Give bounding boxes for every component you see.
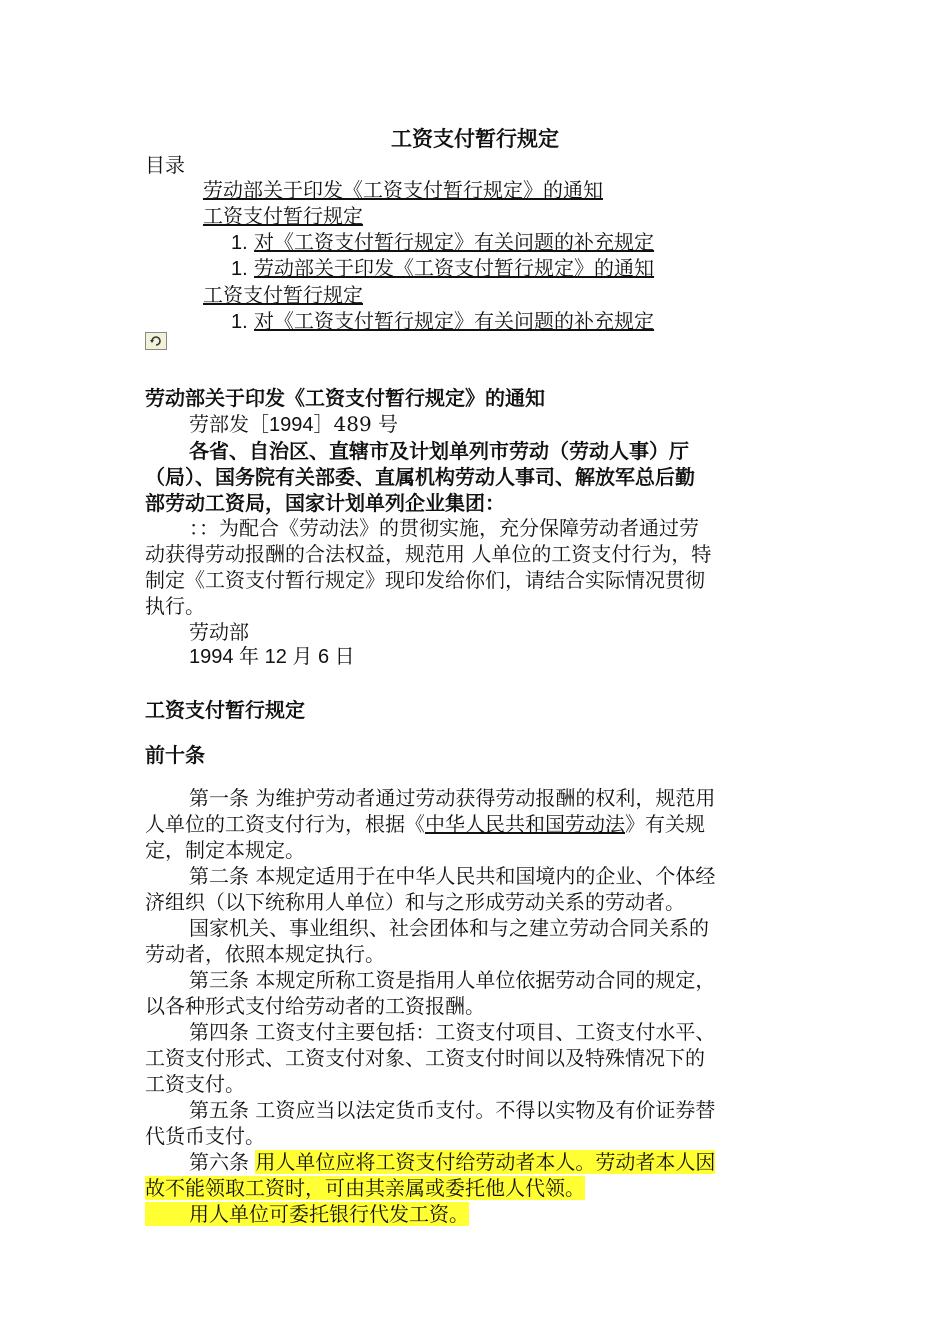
toc-link[interactable]: 对《工资支付暂行规定》有关问题的补充规定 — [254, 230, 655, 254]
refresh-icon — [149, 334, 163, 348]
doc-number-suffix: ］489 号 — [313, 412, 399, 436]
doc-number-prefix: 劳部发［ — [189, 412, 269, 436]
notice-body: 动获得劳动报酬的合法权益，规范用 人单位的工资支付行为，特 — [145, 542, 712, 566]
article-2-paragraph: 国家机关、事业组织、社会团体和与之建立劳动合同关系的 — [189, 916, 709, 940]
refresh-field-icon[interactable] — [145, 332, 167, 350]
notice-addressee: 部劳动工资局，国家计划单列企业集团： — [145, 491, 505, 515]
toc-number: 1. — [231, 311, 248, 333]
toc-item[interactable] — [203, 282, 363, 308]
toc-item[interactable] — [231, 229, 654, 256]
notice-body: 执行。 — [145, 594, 205, 618]
article-4: 第四条 工资支付主要包括：工资支付项目、工资支付水平、 — [189, 1020, 716, 1044]
notice-addressee: 各省、自治区、直辖市及计划单列市劳动（劳动人事）厅 — [189, 439, 689, 463]
article-2-paragraph: 劳动者，依照本规定执行。 — [145, 942, 385, 966]
section-heading: 前十条 — [145, 743, 205, 767]
doc-number-year: 1994 — [269, 414, 314, 436]
article-5: 代货币支付。 — [145, 1124, 265, 1148]
article-3: 第三条 本规定所称工资是指用人单位依据劳动合同的规定， — [189, 968, 716, 992]
toc-item[interactable] — [231, 255, 654, 282]
toc-link[interactable]: 对《工资支付暂行规定》有关问题的补充规定 — [254, 309, 655, 333]
article-6 — [145, 1175, 585, 1201]
labor-law-link[interactable]: 中华人民共和国劳动法 — [425, 812, 625, 836]
article-2: 济组织（以下统称用人单位）和与之形成劳动关系的劳动者。 — [145, 890, 685, 914]
article-1: 第一条 为维护劳动者通过劳动获得劳动报酬的权利，规范用 — [189, 786, 716, 810]
toc-item[interactable] — [231, 308, 654, 335]
article-6 — [145, 1149, 715, 1175]
article-2: 第二条 本规定适用于在中华人民共和国境内的企业、个体经 — [189, 864, 716, 888]
toc-item[interactable] — [203, 177, 603, 203]
article-4: 工资支付。 — [145, 1072, 245, 1096]
article-text: 人单位的工资支付行为，根据《 — [145, 812, 425, 836]
notice-doc-number — [145, 411, 398, 438]
notice-heading: 劳动部关于印发《工资支付暂行规定》的通知 — [145, 386, 545, 410]
article-5: 第五条 工资应当以法定货币支付。不得以实物及有价证券替 — [189, 1098, 716, 1122]
article-1: 定，制定本规定。 — [145, 838, 305, 862]
document-title: 工资支付暂行规定 — [391, 126, 559, 151]
notice-addressee: （局）、国务院有关部委、直属机构劳动人事司、解放军总后勤 — [145, 465, 695, 489]
toc-number: 1. — [231, 232, 248, 254]
regulation-heading: 工资支付暂行规定 — [145, 698, 305, 722]
toc-number: 1. — [231, 258, 248, 280]
notice-signer: 劳动部 — [189, 620, 249, 644]
article-4: 工资支付形式、工资支付对象、工资支付时间以及特殊情况下的 — [145, 1046, 705, 1070]
toc-label: 目录 — [145, 153, 185, 177]
notice-date: 1994 年 12 月 6 日 — [189, 646, 355, 668]
toc-link[interactable]: 劳动部关于印发《工资支付暂行规定》的通知 — [254, 256, 655, 280]
highlighted-text: 故不能领取工资时，可由其亲属或委托他人代领。 — [145, 1176, 585, 1200]
toc-link[interactable]: 工资支付暂行规定 — [203, 283, 363, 307]
article-6-paragraph — [145, 1201, 469, 1227]
highlighted-text: 用人单位可委托银行代发工资。 — [145, 1202, 469, 1226]
toc-link[interactable]: 工资支付暂行规定 — [203, 204, 363, 228]
toc-item[interactable] — [203, 203, 363, 229]
toc-link[interactable]: 劳动部关于印发《工资支付暂行规定》的通知 — [203, 178, 603, 202]
article-label: 第六条 — [189, 1150, 256, 1174]
article-3: 以各种形式支付给劳动者的工资报酬。 — [145, 994, 485, 1018]
notice-body: ：：为配合《劳动法》的贯彻实施，充分保障劳动者通过劳 — [189, 516, 699, 540]
highlighted-text: 用人单位应将工资支付给劳动者本人。劳动者本人因 — [255, 1150, 716, 1174]
notice-body: 制定《工资支付暂行规定》现印发给你们，请结合实际情况贯彻 — [145, 568, 705, 592]
article-text: 》有关规 — [625, 812, 705, 836]
article-1 — [145, 811, 705, 837]
